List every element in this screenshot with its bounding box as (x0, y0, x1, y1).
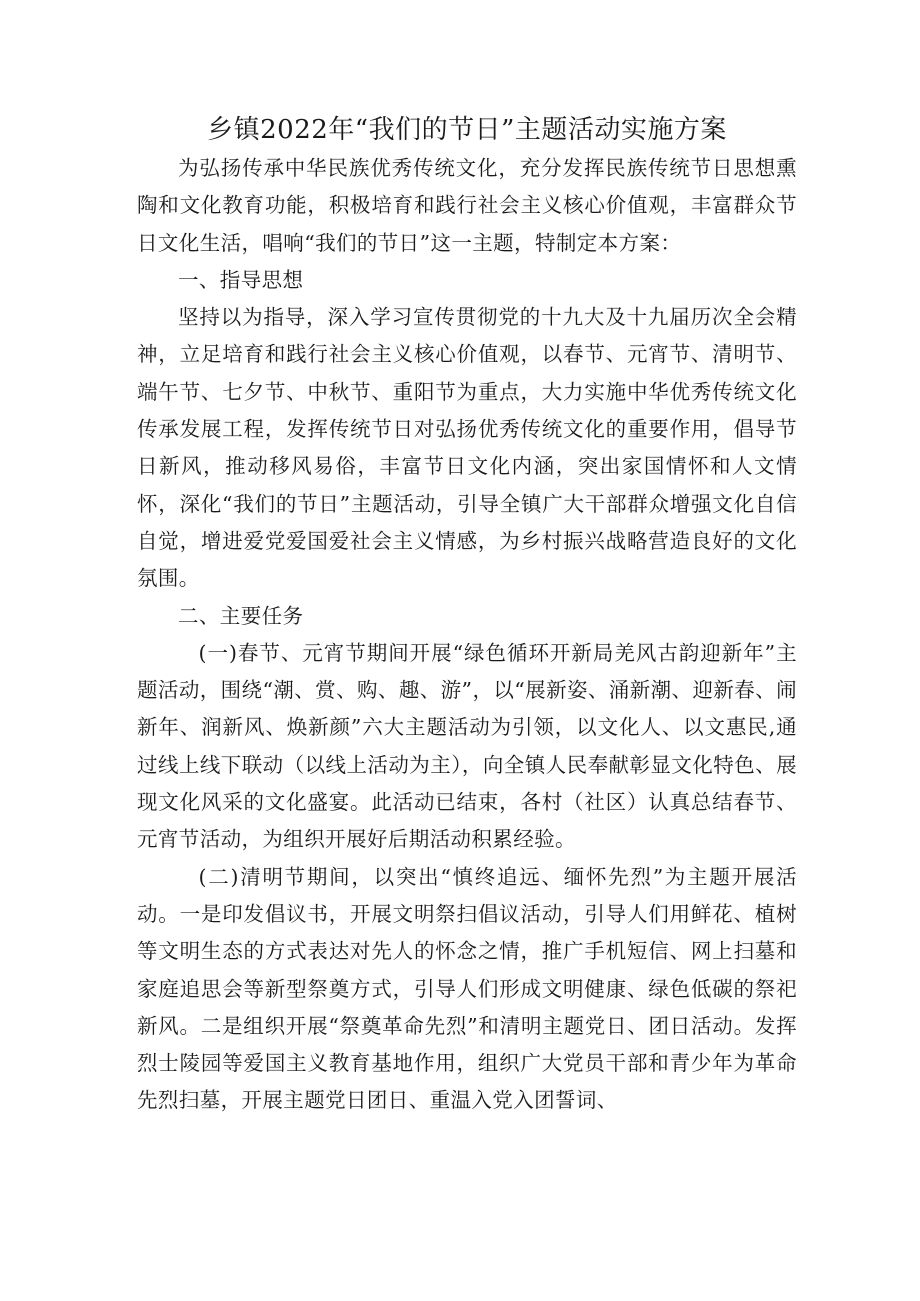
section-heading-main-tasks: 二、主要任务 (178, 603, 304, 628)
intro-paragraph: 为弘扬传承中华民族优秀传统文化，充分发挥民族传统节日思想熏陶和文化教育功能，积极培育和践行社会主义核心价值观，丰富群众节日文化生活，唱响“我们的节日”这一主题，特制定本方案： (137, 156, 797, 255)
document-body (137, 150, 797, 1120)
task-paragraph-spring-festival: (一)春节、元宵节期间开展“绿色循环开新局羌风古韵迎新年”主题活动，围绕“潮、赏、购、趣、游”，以“展新姿、涌新潮、迎新春、闹新年、润新风、焕新颜”六大主题活动为引领，以文化人、以文惠民,通过线上线下联动（以线上活动为主），向全镇人民奉献彰显文化特色、展现文化风采的文化盛宴。此活动已结束，各村（社区）认真总结春节、元宵节活动，为组织开展好后期活动积累经验。 (137, 640, 797, 852)
task-paragraph-qingming: (二)清明节期间，以突出“慎终追远、缅怀先烈”为主题开展活动。一是印发倡议书，开展文明祭扫倡议活动，引导人们用鲜花、植树等文明生态的方式表达对先人的怀念之情，推广手机短信、网上扫墓和家庭追思会等新型祭奠方式，引导人们形成文明健康、绿色低碳的祭祀新风。二是组织开展“祭奠革命先烈”和清明主题党日、团日活动。发挥烈士陵园等爱国主义教育基地作用，组织广大党员干部和青少年为革命先烈扫墓，开展主题党日团日、重温入党入团誓词、 (137, 864, 797, 1113)
document-title: 乡镇2022年“我们的节日”主题活动实施方案 (207, 115, 727, 145)
section-heading-guiding-thought: 一、指导思想 (178, 267, 304, 292)
guiding-thought-paragraph: 坚持以为指导，深入学习宣传贯彻党的十九大及十九届历次全会精神，立足培育和践行社会主义核心价值观，以春节、元宵节、清明节、端午节、七夕节、中秋节、重阳节为重点，大力实施中华优秀传统文化传承发展工程，发挥传统节日对弘扬优秀传统文化的重要作用，倡导节日新风，推动移风易俗，丰富节日文化内涵，突出家国情怀和人文情怀，深化“我们的节日”主题活动，引导全镇广大干部群众增强文化自信自觉，增进爱党爱国爱社会主义情感，为乡村振兴战略营造良好的文化氛围。 (137, 305, 797, 591)
